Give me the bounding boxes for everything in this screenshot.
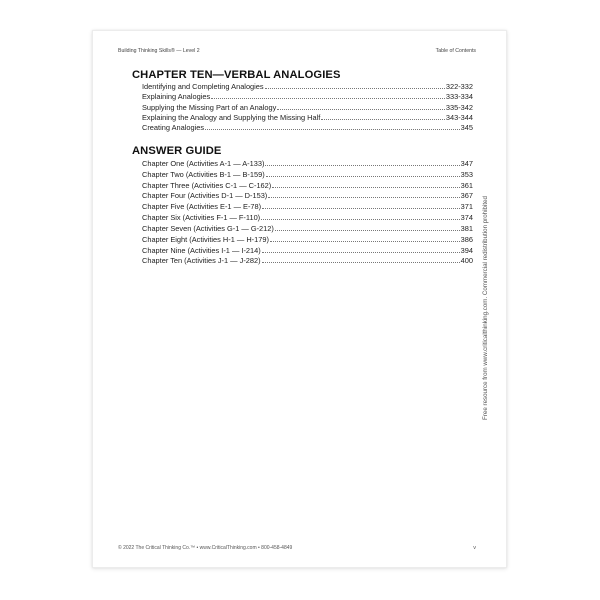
entry-page: 381 — [460, 223, 473, 233]
entry-page: 333-334 — [445, 92, 473, 102]
entry-page: 386 — [460, 234, 473, 244]
toc-entry — [142, 244, 473, 255]
section-title: CHAPTER TEN—VERBAL ANALOGIES — [132, 69, 341, 81]
toc-entry — [142, 112, 473, 122]
dot-leader — [266, 176, 460, 177]
dot-leader — [262, 208, 460, 209]
dot-leader — [211, 98, 445, 99]
dot-leader — [262, 262, 460, 263]
dot-leader — [277, 109, 445, 110]
entry-label: Explaining Analogies — [142, 92, 211, 102]
redistribution-notice-text: Free resource from www.criticalthinking.com. Commercial redistribution prohibited — [482, 196, 489, 420]
toc-entry — [142, 168, 473, 179]
entry-label: Identifying and Completing Analogies — [142, 82, 264, 92]
toc-entry — [142, 91, 473, 101]
entry-page: 347 — [460, 158, 473, 168]
toc-entry — [142, 233, 473, 244]
toc-entries — [142, 157, 473, 265]
entry-page: 343-344 — [445, 112, 473, 122]
entry-label: Creating Analogies — [142, 122, 205, 132]
section-title: ANSWER GUIDE — [132, 145, 222, 157]
entry-page: 345 — [460, 122, 473, 132]
toc-entry — [142, 190, 473, 201]
document-page — [92, 30, 507, 568]
entry-page: 371 — [460, 202, 473, 212]
entry-label: Chapter Ten (Activities J-1 — J-282) — [142, 256, 261, 266]
entry-label: Chapter Nine (Activities I-1 — I-214) — [142, 245, 261, 255]
entry-label: Chapter Two (Activities B-1 — B-159) — [142, 169, 265, 179]
entry-label: Supplying the Missing Part of an Analogy — [142, 102, 277, 112]
toc-section-answer-guide — [132, 145, 473, 265]
entry-page: 322-332 — [445, 82, 473, 92]
entry-label: Chapter Six (Activities F-1 — F-110) — [142, 213, 261, 223]
dot-leader — [270, 241, 460, 242]
entry-label: Chapter Seven (Activities G-1 — G-212) — [142, 223, 274, 233]
entry-page: 367 — [460, 191, 473, 201]
dot-leader — [265, 165, 459, 166]
toc-entry — [142, 211, 473, 222]
dot-leader — [272, 187, 459, 188]
dot-leader — [275, 230, 460, 231]
dot-leader — [321, 119, 445, 120]
dot-leader — [262, 252, 460, 253]
dot-leader — [265, 88, 445, 89]
toc-entries — [142, 81, 473, 132]
entry-page: 335-342 — [445, 102, 473, 112]
toc-entry — [142, 255, 473, 266]
toc-entry — [142, 101, 473, 111]
entry-page: 400 — [460, 256, 473, 266]
running-head-section: Table of Contents — [435, 48, 476, 54]
entry-label: Chapter Three (Activities C-1 — C-162) — [142, 180, 272, 190]
entry-page: 353 — [460, 169, 473, 179]
toc-entry — [142, 157, 473, 168]
footer-page-number: v — [473, 545, 476, 551]
entry-page: 361 — [460, 180, 473, 190]
toc-section-chapter-ten — [132, 69, 473, 132]
entry-label: Chapter Five (Activities E-1 — E-78) — [142, 202, 262, 212]
entry-page: 394 — [460, 245, 473, 255]
footer-copyright: © 2022 The Critical Thinking Co.™ • www.CriticalThinking.com • 800-458-4849 — [118, 545, 293, 551]
toc-entry — [142, 81, 473, 91]
dot-leader — [205, 129, 460, 130]
toc-entry — [142, 222, 473, 233]
dot-leader — [261, 219, 460, 220]
entry-label: Explaining the Analogy and Supplying the Missing Half — [142, 112, 321, 122]
toc-entry — [142, 179, 473, 190]
toc-entry — [142, 200, 473, 211]
entry-label: Chapter One (Activities A-1 — A-133) — [142, 158, 265, 168]
dot-leader — [268, 197, 459, 198]
entry-label: Chapter Four (Activities D-1 — D-153) — [142, 191, 268, 201]
toc-entry — [142, 122, 473, 132]
entry-label: Chapter Eight (Activities H-1 — H-179) — [142, 234, 269, 244]
entry-page: 374 — [460, 213, 473, 223]
running-head-title: Building Thinking Skills® — Level 2 — [118, 48, 200, 54]
